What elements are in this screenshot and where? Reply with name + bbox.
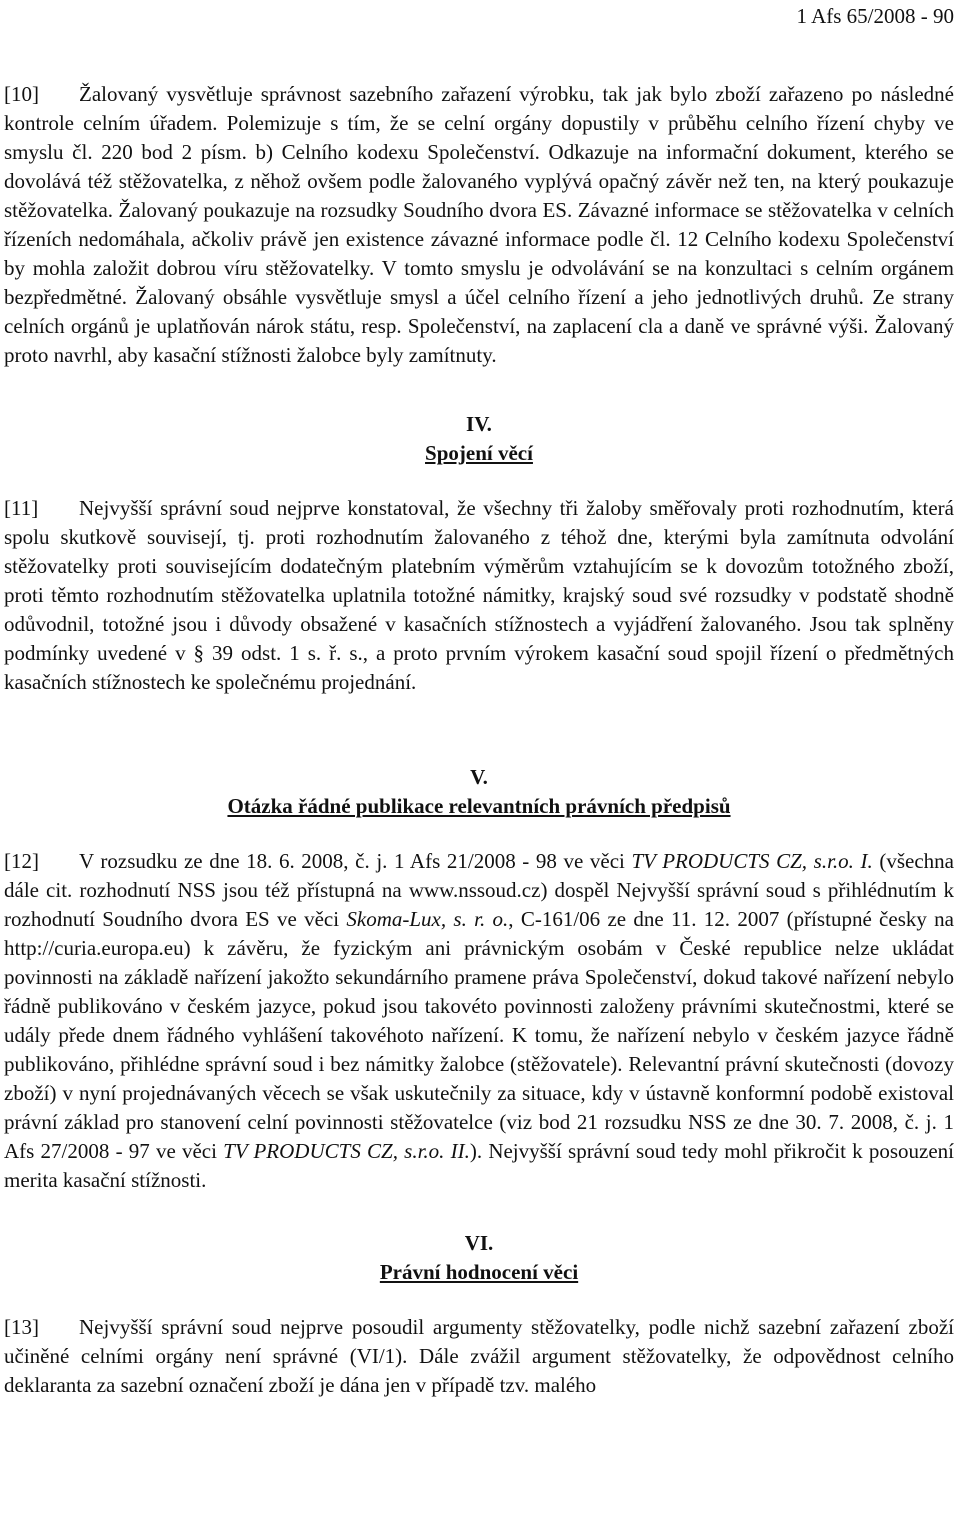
- section-heading-iv: [4, 410, 954, 468]
- section-heading-vi: [4, 1229, 954, 1287]
- paragraph-number: [11]: [4, 496, 39, 520]
- section-numeral: V.: [470, 765, 488, 789]
- paragraph-text: (všechna dále cit. rozhodnutí NSS jsou též přístupná na www.nssoud.cz) dospěl Nejvyšší správní soud s přihlédnutím k rozhodnutí Soudního dvora ES ve věci: [4, 849, 954, 931]
- case-name-italic: TV PRODUCTS CZ, s.r.o. II.: [223, 1139, 470, 1163]
- section-title: Právní hodnocení věci: [379, 1260, 579, 1284]
- document-body: [4, 80, 954, 1400]
- paragraph-text: V rozsudku ze dne 18. 6. 2008, č. j. 1 Afs 21/2008 - 98 ve věci: [79, 849, 632, 873]
- case-name-italic: TV PRODUCTS CZ, s.r.o. I.: [631, 849, 873, 873]
- section-numeral: IV.: [466, 412, 492, 436]
- paragraph-11: [4, 494, 954, 697]
- case-reference-header: 1 Afs 65/2008 - 90: [796, 4, 954, 28]
- paragraph-text: Nejvyšší správní soud nejprve posoudil argumenty stěžovatelky, podle nichž sazební zařazení zboží učiněné celními orgány není správné (VI/1). Dále zvážil argument stěžovatelky, že odpovědnost celního deklaranta za sazební označení zboží je dána jen v případě tzv. malého: [4, 1315, 954, 1397]
- paragraph-text: ). Nejvyšší správní soud tedy mohl přikročit k posouzení merita kasační stížnosti.: [4, 1139, 954, 1192]
- paragraph-number: [12]: [4, 849, 39, 873]
- section-title: Spojení věcí: [425, 441, 533, 465]
- paragraph-text: , C-161/06 ze dne 11. 12. 2007 (přístupné česky na http://curia.europa.eu) k závěru, že fyzickým ani právnickým osobám v České republice nelze ukládat povinnosti na základě nařízení jakožto sekundárního pramene práva Společenství, dokud takové nařízení nebylo řádně publikováno v českém jazyce, pokud jsou takovéto povinnosti založeny právními skutečnostmi, které se udály přede dnem řádného vyhlášení takovéhoto nařízení. K tomu, že nařízení nebylo v českém jazyce řádně publikováno, přihlédne správní soud i bez námitky žalobce (stěžovatele). Relevantní právní skutečnosti (dovozy zboží) v nyní projednávaných věcech se však uskutečnily za situace, kdy v ústavně konformní podobě existoval právní základ pro stanovení celní povinnosti stěžovatelce (viz bod 21 rozsudku NSS ze dne 30. 7. 2008, č. j. 1 Afs 27/2008 - 97 ve věci: [4, 907, 954, 1163]
- paragraph-12: [4, 847, 954, 1195]
- paragraph-number: [10]: [4, 82, 39, 106]
- paragraph-10: [4, 80, 954, 370]
- section-title: Otázka řádné publikace relevantních právních předpisů: [227, 794, 731, 818]
- paragraph-text: Žalovaný vysvětluje správnost sazebního zařazení výrobku, tak jak bylo zboží zařazeno po následné kontrole celním úřadem. Polemizuje s tím, že se celní orgány dopustily v průběhu celního řízení chyby ve smyslu čl. 220 bod 2 písm. b) Celního kodexu Společenství. Odkazuje na informační dokument, kterého se dovolává též stěžovatelka, z něhož ovšem podle žalovaného vyplývá opačný závěr než ten, na který poukazuje stěžovatelka. Žalovaný poukazuje na rozsudky Soudního dvora ES. Závazné informace se stěžovatelka v celních řízeních nedomáhala, ačkoliv právě jen existence závazné informace podle čl. 12 Celního kodexu Společenství by mohla založit dobrou víru stěžovatelky. V tomto smyslu je odvolávání se na konzultaci s celním orgánem bezpředmětné. Žalovaný obsáhle vysvětluje smysl a účel celního řízení a jeho jednotlivých druhů. Ze strany celních orgánů je uplatňován nárok státu, resp. Společenství, na zaplacení cla a daně ve správné výši. Žalovaný proto navrhl, aby kasační stížnosti žalobce byly zamítnuty.: [4, 82, 954, 367]
- paragraph-13: [4, 1313, 954, 1400]
- section-heading-v: [4, 763, 954, 821]
- case-name-italic: Skoma-Lux, s. r. o.: [346, 907, 509, 931]
- paragraph-number: [13]: [4, 1315, 39, 1339]
- section-numeral: VI.: [464, 1231, 494, 1255]
- paragraph-text: Nejvyšší správní soud nejprve konstatoval, že všechny tři žaloby směřovaly proti rozhodnutím, která spolu skutkově souvisejí, tj. proti rozhodnutím žalovaného z téhož dne, kterými byla zamítnuta odvolání stěžovatelky proti souvisejícím dodatečným platebním výměrům vztahujícím se k dovozům totožného zboží, proti těmto rozhodnutím stěžovatelka uplatnila totožné námitky, krajský soud své rozsudky v podstatě shodně odůvodnil, totožné jsou i důvody obsažené v kasačních stížnostech a vyjádření žalovaného. Jsou tak splněny podmínky uvedené v § 39 odst. 1 s. ř. s., a proto prvním výrokem kasační soud spojil řízení o předmětných kasačních stížnostech ke společnému projednání.: [4, 496, 954, 694]
